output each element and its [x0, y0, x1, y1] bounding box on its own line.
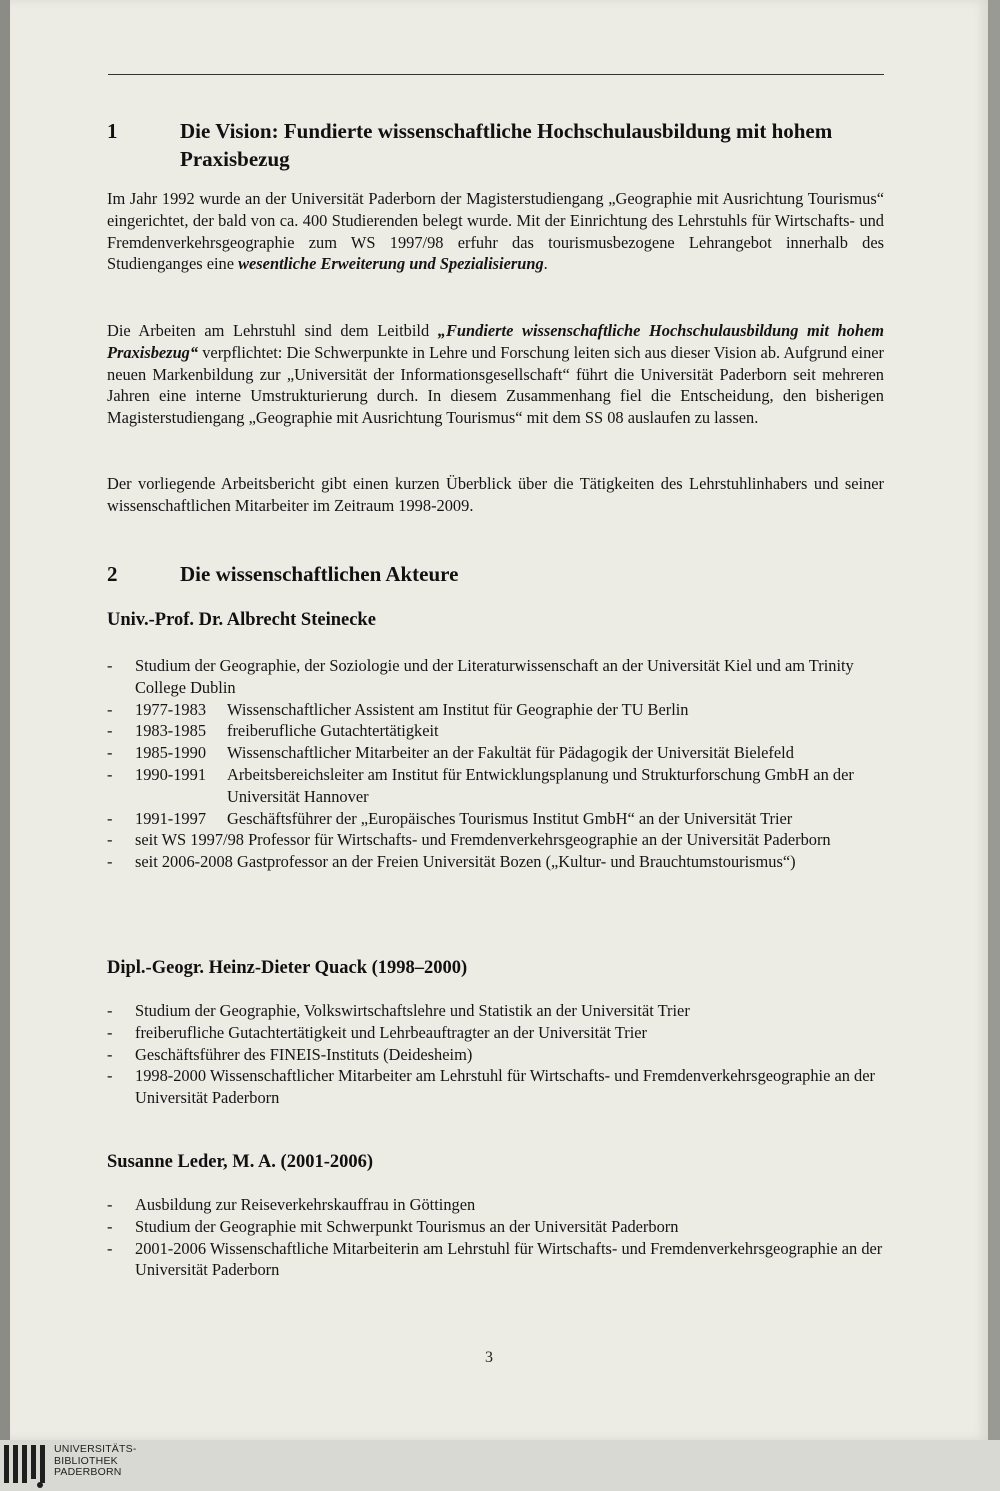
page-edge	[988, 0, 1000, 1441]
list-item: - 1983-1985 freiberufliche Gutachtertätigkeit	[107, 721, 439, 741]
section-1-title: Die Vision: Fundierte wissenschaftliche Hochschulausbildung mit hohem Praxisbezug	[180, 119, 833, 171]
logo-text: UNIVERSITÄTS- BIBLIOTHEK PADERBORN	[54, 1443, 137, 1478]
list-item: - 1998-2000 Wissenschaftlicher Mitarbeiter am Lehrstuhl für Wirtschafts- und Fremdenverkehrsgeographie an der Universität Paderborn	[107, 1066, 875, 1108]
section-1-heading	[107, 117, 884, 173]
list-item: - Geschäftsführer des FINEIS-Instituts (Deidesheim)	[107, 1044, 473, 1064]
section-2-heading	[107, 560, 884, 588]
list-item: - 1985-1990 Wissenschaftlicher Mitarbeiter an der Fakultät für Pädagogik der Universität Bielefeld	[107, 743, 794, 763]
cv-list-leder	[107, 1194, 884, 1281]
section-1-number: 1	[107, 119, 118, 143]
section-1-paragraph-3: Der vorliegende Arbeitsbericht gibt einen kurzen Überblick über die Tätigkeiten des Lehrstuhlinhabers und seiner wissenschaftlichen Mitarbeiter im Zeitraum 1998-2009.	[107, 474, 884, 515]
list-item: - seit 2006-2008 Gastprofessor an der Freien Universität Bozen („Kultur- und Brauchtumstourismus“)	[107, 852, 796, 872]
page-number: 3	[485, 1349, 493, 1366]
person-name: Susanne Leder, M. A. (2001-2006)	[107, 1152, 374, 1172]
list-item: - Studium der Geographie, der Soziologie und der Literaturwissenschaft an der Universität Kiel und am Trinity College Dublin	[107, 656, 854, 697]
cv-list-quack	[107, 1000, 884, 1109]
list-item: - Studium der Geographie, Volkswirtschaftslehre und Statistik an der Universität Trier	[107, 1001, 690, 1020]
list-item: - freiberufliche Gutachtertätigkeit und Lehrbeauftragter an der Universität Trier	[107, 1022, 647, 1042]
leitbild-emphasis: „Fundierte wissenschaftliche Hochschulausbildung mit hohem Praxisbezug“	[107, 321, 884, 362]
section-1-paragraph-1: Im Jahr 1992 wurde an der Universität Paderborn der Magisterstudiengang „Geographie mit Ausrichtung Tourismus“ eingerichtet, der bald von ca. 400 Studierenden belegt wurde. Mit der Einrichtung des Lehrstuhls für Wirtschafts- und Fremdenverkehrsgeographie zum WS 1997/98 erfuhr das tourismusbezogene Lehrangebot innerhalb des Studienganges eine wesentliche Erweiterung und Spezialisierung.	[107, 189, 884, 274]
person-name: Dipl.-Geogr. Heinz-Dieter Quack (1998–2000)	[107, 958, 468, 978]
cv-list-steinecke	[107, 655, 884, 873]
emphasis: wesentliche Erweiterung und Spezialisierung	[238, 254, 544, 274]
person-name: Univ.-Prof. Dr. Albrecht Steinecke	[107, 610, 376, 630]
section-2-title: Die wissenschaftlichen Akteure	[180, 562, 459, 586]
library-logo	[4, 1443, 184, 1489]
header-rule	[108, 74, 884, 75]
section-2-number: 2	[107, 562, 118, 586]
barcode-icon	[4, 1445, 48, 1487]
list-item: - Studium der Geographie mit Schwerpunkt Tourismus an der Universität Paderborn	[107, 1216, 679, 1236]
list-item: - 1990-1991 Arbeitsbereichsleiter am Institut für Entwicklungsplanung und Strukturforschung GmbH an der Universität Hannover	[107, 764, 854, 806]
list-item: - 2001-2006 Wissenschaftliche Mitarbeiterin am Lehrstuhl für Wirtschafts- und Fremdenverkehrsgeographie an der Universität Paderborn	[107, 1238, 883, 1280]
logo-dot-icon	[37, 1482, 43, 1488]
list-item: - seit WS 1997/98 Professor für Wirtschafts- und Fremdenverkehrsgeographie an der Universität Paderborn	[107, 830, 831, 850]
section-1-paragraph-2: Die Arbeiten am Lehrstuhl sind dem Leitbild „Fundierte wissenschaftliche Hochschulausbildung mit hohem Praxisbezug“ verpflichtet: Die Schwerpunkte in Lehre und Forschung leiten sich aus dieser Vision ab. Aufgrund einer neuen Markenbildung zur „Universität der Informationsgesellschaft“ führt die Universität Paderborn seit mehreren Jahren eine interne Umstrukturierung durch. In diesem Zusammenhang fiel die Entscheidung, den bisherigen Magisterstudiengang „Geographie mit Ausrichtung Tourismus“ mit dem SS 08 auslaufen zu lassen.	[107, 321, 884, 428]
list-item: - 1977-1983 Wissenschaftlicher Assistent am Institut für Geographie der TU Berlin	[107, 699, 689, 719]
list-item: - 1991-1997 Geschäftsführer der „Europäisches Tourismus Institut GmbH“ an der Universität Trier	[107, 808, 793, 828]
list-item: - Ausbildung zur Reiseverkehrskauffrau in Göttingen	[107, 1195, 476, 1214]
